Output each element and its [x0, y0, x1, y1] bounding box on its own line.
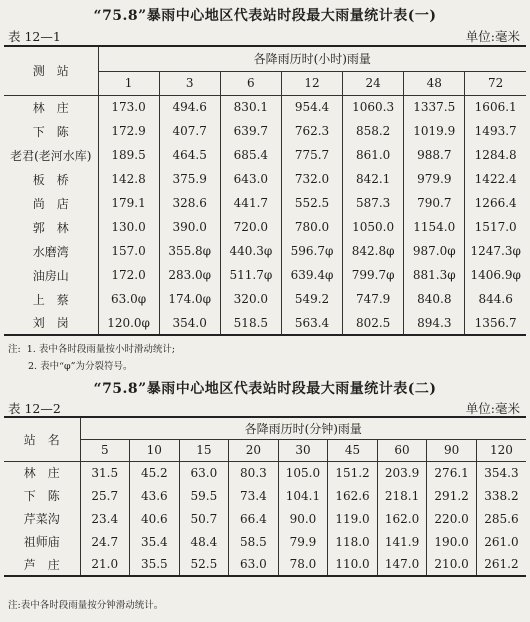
rainfall-value: 511.7φ — [220, 263, 281, 287]
rainfall-value: 80.3 — [229, 461, 279, 484]
rainfall-value: 1154.0 — [404, 215, 465, 239]
station-name: 林 庄 — [32, 100, 69, 115]
rainfall-value: 1356.7 — [465, 311, 526, 335]
table-row — [4, 215, 526, 239]
table2-note: 注:表中各时段雨量按分钟滑动统计。 — [8, 600, 164, 611]
station-name: 老君(老河水库) — [10, 148, 92, 163]
rainfall-value: 775.7 — [281, 143, 342, 167]
station-name: 板 桥 — [32, 172, 69, 187]
rainfall-value: 685.4 — [220, 143, 281, 167]
duration-header: 60 — [377, 439, 427, 461]
rainfall-value: 174.0φ — [159, 287, 220, 311]
station-name: 水磨湾 — [32, 244, 69, 259]
rainfall-value: 179.1 — [98, 191, 159, 215]
station-name: 林 庄 — [23, 466, 60, 481]
rainfall-value: 162.6 — [328, 484, 378, 507]
rainfall-value: 732.0 — [281, 167, 342, 191]
table1-id: 表 12—1 — [8, 29, 61, 44]
rainfall-value: 172.9 — [98, 119, 159, 143]
rainfall-value: 861.0 — [343, 143, 404, 167]
duration-header: 10 — [130, 439, 180, 461]
rainfall-value: 639.7 — [220, 119, 281, 143]
rainfall-value: 23.4 — [80, 507, 130, 530]
station-name: 芹菜沟 — [23, 512, 60, 526]
rainfall-value: 844.6 — [465, 287, 526, 311]
rainfall-value: 31.5 — [80, 461, 130, 484]
table1-note-2: 2. 表中“φ”为分裂符号。 — [28, 361, 133, 372]
rainfall-value: 50.7 — [179, 507, 229, 530]
rainfall-value: 276.1 — [427, 461, 477, 484]
rainfall-value: 172.0 — [98, 263, 159, 287]
rainfall-value: 354.3 — [476, 461, 526, 484]
table-row — [4, 507, 526, 530]
rainfall-value: 1019.9 — [404, 119, 465, 143]
rainfall-value: 25.7 — [80, 484, 130, 507]
rainfall-value: 1493.7 — [465, 119, 526, 143]
station-header: 测 站 — [4, 46, 98, 95]
rainfall-value: 407.7 — [159, 119, 220, 143]
rainfall-value: 210.0 — [427, 553, 477, 576]
rainfall-value: 464.5 — [159, 143, 220, 167]
duration-header: 90 — [427, 439, 477, 461]
station-name: 下 陈 — [32, 124, 69, 139]
station-name: 尚 店 — [32, 196, 69, 211]
rainfall-value: 40.6 — [130, 507, 180, 530]
duration-header: 120 — [476, 439, 526, 461]
rainfall-value: 130.0 — [98, 215, 159, 239]
rainfall-value: 105.0 — [278, 461, 328, 484]
rainfall-value: 63.0φ — [98, 287, 159, 311]
table-row — [4, 553, 526, 576]
rainfall-value: 830.1 — [220, 95, 281, 119]
duration-header: 6 — [220, 71, 281, 95]
station-name: 油房山 — [32, 268, 69, 283]
rainfall-value: 354.0 — [159, 311, 220, 335]
rainfall-value: 48.4 — [179, 530, 229, 553]
rainfall-value: 79.9 — [278, 530, 328, 553]
table2-title: “75.8”暴雨中心地区代表站时段最大雨量统计表(二) — [93, 381, 437, 397]
station-name: 郭 林 — [32, 220, 69, 235]
rainfall-value: 66.4 — [229, 507, 279, 530]
duration-header: 20 — [229, 439, 279, 461]
duration-header: 15 — [179, 439, 229, 461]
rainfall-value: 35.5 — [130, 553, 180, 576]
rainfall-value: 802.5 — [343, 311, 404, 335]
rainfall-value: 162.0 — [377, 507, 427, 530]
rainfall-value: 78.0 — [278, 553, 328, 576]
rainfall-value: 1050.0 — [343, 215, 404, 239]
table-row — [4, 167, 526, 191]
rainfall-value: 147.0 — [377, 553, 427, 576]
rainfall-value: 355.8φ — [159, 239, 220, 263]
rainfall-value: 119.0 — [328, 507, 378, 530]
rainfall-value: 261.0 — [476, 530, 526, 553]
rainfall-value: 440.3φ — [220, 239, 281, 263]
rainfall-value: 1337.5 — [404, 95, 465, 119]
rainfall-value: 151.2 — [328, 461, 378, 484]
station-name: 上 蔡 — [32, 292, 69, 307]
rainfall-value: 1060.3 — [343, 95, 404, 119]
rainfall-value: 283.0φ — [159, 263, 220, 287]
duration-group-header: 各降雨历时(分钟)雨量 — [80, 417, 526, 439]
station-name: 下 陈 — [23, 489, 60, 503]
table2-id: 表 12—2 — [8, 401, 61, 416]
rainfall-value: 390.0 — [159, 215, 220, 239]
table1-note-1: 注: 1. 表中各时段雨量按小时滑动统计; — [8, 344, 176, 355]
table-row — [4, 484, 526, 507]
rainfall-value: 59.5 — [179, 484, 229, 507]
rainfall-value: 189.5 — [98, 143, 159, 167]
rainfall-value: 790.7 — [404, 191, 465, 215]
rainfall-value: 1284.8 — [465, 143, 526, 167]
rainfall-value: 35.4 — [130, 530, 180, 553]
rainfall-value: 587.3 — [343, 191, 404, 215]
station-name: 刘 岗 — [32, 316, 69, 330]
rainfall-value: 549.2 — [281, 287, 342, 311]
rainfall-value: 720.0 — [220, 215, 281, 239]
duration-header: 1 — [98, 71, 159, 95]
table-row — [4, 530, 526, 553]
rainfall-value: 157.0 — [98, 239, 159, 263]
station-name: 芦 庄 — [23, 557, 60, 572]
rainfall-value: 494.6 — [159, 95, 220, 119]
station-name: 祖师庙 — [23, 535, 60, 549]
note-text: 1. 表中各时段雨量按小时滑动统计; — [26, 344, 176, 355]
table2-unit: 单位:毫米 — [465, 401, 520, 416]
rainfall-value: 261.2 — [476, 553, 526, 576]
rainfall-value: 639.4φ — [281, 263, 342, 287]
rainfall-value: 52.5 — [179, 553, 229, 576]
rainfall-value: 762.3 — [281, 119, 342, 143]
rainfall-value: 141.9 — [377, 530, 427, 553]
rainfall-value: 842.8φ — [343, 239, 404, 263]
rainfall-value: 643.0 — [220, 167, 281, 191]
rainfall-value: 858.2 — [343, 119, 404, 143]
duration-group-header: 各降雨历时(小时)雨量 — [98, 46, 526, 71]
rainfall-value: 979.9 — [404, 167, 465, 191]
rainfall-value: 190.0 — [427, 530, 477, 553]
duration-header: 30 — [278, 439, 328, 461]
rainfall-value: 596.7φ — [281, 239, 342, 263]
rainfall-value: 328.6 — [159, 191, 220, 215]
station-header: 站 名 — [4, 417, 80, 461]
rainfall-value: 118.0 — [328, 530, 378, 553]
rainfall-value: 375.9 — [159, 167, 220, 191]
duration-header: 48 — [404, 71, 465, 95]
table-row — [4, 461, 526, 484]
rainfall-value: 173.0 — [98, 95, 159, 119]
table1-unit: 单位:毫米 — [465, 29, 520, 44]
rainfall-value: 63.0 — [229, 553, 279, 576]
table-row — [4, 95, 526, 119]
rainfall-value: 441.7 — [220, 191, 281, 215]
rainfall-value: 780.0 — [281, 215, 342, 239]
rainfall-value: 320.0 — [220, 287, 281, 311]
rainfall-value: 1606.1 — [465, 95, 526, 119]
table-row — [4, 191, 526, 215]
table-row — [4, 119, 526, 143]
rainfall-value: 203.9 — [377, 461, 427, 484]
duration-header: 5 — [80, 439, 130, 461]
rainfall-value: 58.5 — [229, 530, 279, 553]
rainfall-value: 518.5 — [220, 311, 281, 335]
rainfall-value: 987.0φ — [404, 239, 465, 263]
rainfall-value: 45.2 — [130, 461, 180, 484]
rainfall-value: 73.4 — [229, 484, 279, 507]
rainfall-value: 21.0 — [80, 553, 130, 576]
table1 — [4, 45, 526, 336]
duration-header: 45 — [328, 439, 378, 461]
rainfall-value: 285.6 — [476, 507, 526, 530]
table-row — [4, 287, 526, 311]
rainfall-value: 1247.3φ — [465, 239, 526, 263]
rainfall-value: 220.0 — [427, 507, 477, 530]
rainfall-value: 110.0 — [328, 553, 378, 576]
rainfall-value: 747.9 — [343, 287, 404, 311]
rainfall-value: 338.2 — [476, 484, 526, 507]
rainfall-value: 1517.0 — [465, 215, 526, 239]
table-row — [4, 239, 526, 263]
duration-header: 24 — [343, 71, 404, 95]
note-prefix: 注 — [8, 344, 18, 355]
rainfall-value: 954.4 — [281, 95, 342, 119]
duration-header: 3 — [159, 71, 220, 95]
rainfall-value: 894.3 — [404, 311, 465, 335]
rainfall-value: 563.4 — [281, 311, 342, 335]
rainfall-value: 1422.4 — [465, 167, 526, 191]
table-row — [4, 311, 526, 335]
rainfall-value: 104.1 — [278, 484, 328, 507]
rainfall-value: 218.1 — [377, 484, 427, 507]
rainfall-value: 840.8 — [404, 287, 465, 311]
rainfall-value: 799.7φ — [343, 263, 404, 287]
table2 — [4, 416, 526, 577]
rainfall-value: 90.0 — [278, 507, 328, 530]
table-row — [4, 263, 526, 287]
rainfall-value: 1406.9φ — [465, 263, 526, 287]
rainfall-value: 1266.4 — [465, 191, 526, 215]
rainfall-value: 291.2 — [427, 484, 477, 507]
rainfall-value: 988.7 — [404, 143, 465, 167]
rainfall-value: 63.0 — [179, 461, 229, 484]
rainfall-value: 842.1 — [343, 167, 404, 191]
rainfall-value: 881.3φ — [404, 263, 465, 287]
table-row — [4, 143, 526, 167]
duration-header: 12 — [281, 71, 342, 95]
duration-header: 72 — [465, 71, 526, 95]
rainfall-value: 120.0φ — [98, 311, 159, 335]
rainfall-value: 552.5 — [281, 191, 342, 215]
rainfall-value: 142.8 — [98, 167, 159, 191]
rainfall-value: 43.6 — [130, 484, 180, 507]
table1-title: “75.8”暴雨中心地区代表站时段最大雨量统计表(一) — [93, 8, 437, 24]
rainfall-value: 24.7 — [80, 530, 130, 553]
